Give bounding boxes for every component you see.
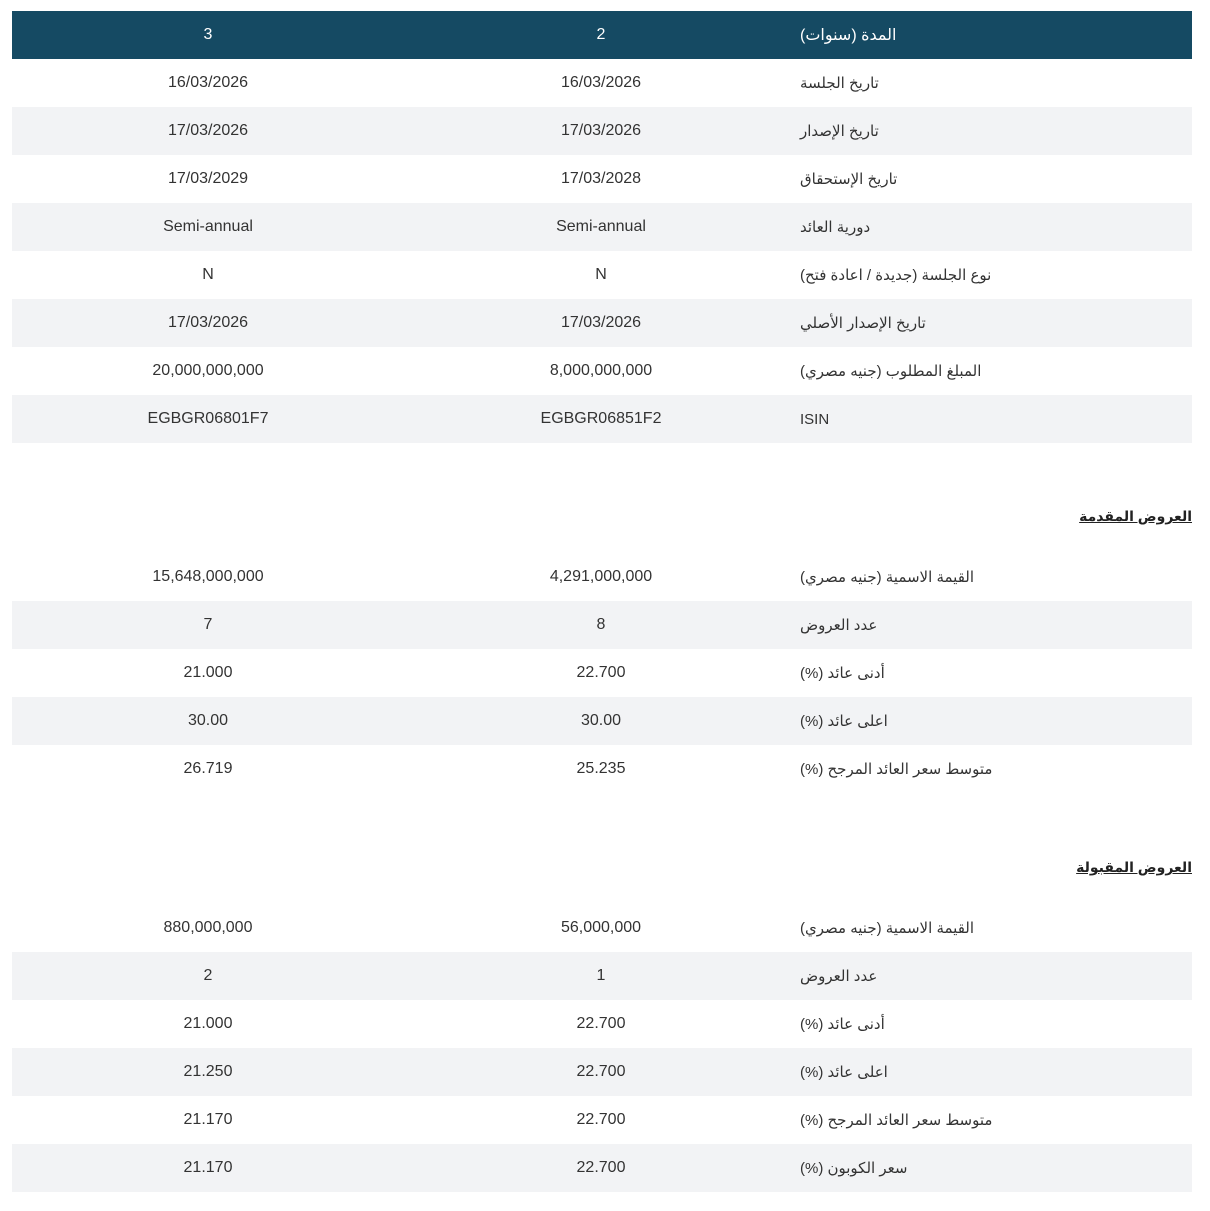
table-row	[12, 553, 1192, 601]
cell-value-2: 8,000,000,000	[549, 362, 653, 379]
row-label: دورية العائد	[800, 219, 871, 236]
cell-value-3: 17/03/2026	[167, 314, 249, 331]
cell-value-3: EGBGR06801F7	[147, 410, 269, 427]
accepted-bids-title[interactable]: العروض المقبولة	[1076, 859, 1192, 875]
cell-value-3: 7	[203, 616, 213, 633]
row-label: اعلى عائد (%)	[800, 713, 888, 730]
table-row	[12, 203, 1192, 251]
cell-value-3: 21.170	[183, 1111, 233, 1128]
cell-value-3: 21.000	[183, 1015, 233, 1032]
cell-value-2: 17/03/2026	[560, 314, 642, 331]
table-row	[12, 1096, 1192, 1144]
table-row	[12, 1000, 1192, 1048]
cell-value-2: 25.235	[576, 760, 626, 777]
cell-value-2: 4,291,000,000	[549, 568, 653, 585]
cell-value-3: 30.00	[187, 712, 229, 729]
row-label: القيمة الاسمية (جنيه مصري)	[800, 569, 975, 586]
table-row	[12, 395, 1192, 443]
table-row	[12, 649, 1192, 697]
row-label: القيمة الاسمية (جنيه مصري)	[800, 920, 975, 937]
cell-value-3: 17/03/2029	[167, 170, 249, 187]
table-row	[12, 601, 1192, 649]
row-label: ISIN	[800, 410, 830, 428]
bond-details-table	[12, 11, 1192, 443]
row-label: أدنى عائد (%)	[800, 665, 885, 682]
row-label: سعر الكوبون (%)	[800, 1160, 908, 1177]
row-label: اعلى عائد (%)	[800, 1064, 888, 1081]
cell-value-2: N	[595, 266, 607, 283]
cell-value-3: 16/03/2026	[167, 74, 249, 91]
cell-value-2: 8	[596, 616, 606, 633]
row-label: عدد العروض	[800, 617, 878, 634]
cell-value-3: 21.250	[183, 1063, 233, 1080]
cell-value-3: 880,000,000	[163, 919, 253, 936]
offered-bids-table	[12, 553, 1192, 793]
table-row	[12, 697, 1192, 745]
cell-value-2: 30.00	[580, 712, 622, 729]
header-label: المدة (سنوات)	[800, 27, 897, 44]
table-row	[12, 745, 1192, 793]
table-row	[12, 155, 1192, 203]
table-header-row	[12, 11, 1192, 59]
row-label: متوسط سعر العائد المرجح (%)	[800, 1112, 993, 1129]
table-row	[12, 299, 1192, 347]
row-label: تاريخ الإصدار	[800, 123, 879, 140]
table-row	[12, 904, 1192, 952]
cell-value-2: 22.700	[576, 1015, 626, 1032]
row-label: متوسط سعر العائد المرجح (%)	[800, 761, 993, 778]
cell-value-2: 22.700	[576, 1063, 626, 1080]
cell-value-3: 20,000,000,000	[152, 362, 264, 379]
table-row	[12, 107, 1192, 155]
row-label: عدد العروض	[800, 968, 878, 985]
cell-value-3: 15,648,000,000	[152, 568, 264, 585]
row-label: أدنى عائد (%)	[800, 1016, 885, 1033]
cell-value-3: N	[202, 266, 214, 283]
table-row	[12, 59, 1192, 107]
cell-value-2: 1	[596, 967, 606, 984]
cell-value-3: 26.719	[183, 760, 233, 777]
row-label: تاريخ الجلسة	[800, 75, 879, 92]
table-row	[12, 952, 1192, 1000]
header-col-3: 3	[203, 26, 213, 43]
cell-value-3: 21.000	[183, 664, 233, 681]
row-label: المبلغ المطلوب (جنيه مصري)	[800, 363, 982, 380]
offered-bids-title[interactable]: العروض المقدمة	[1079, 508, 1192, 524]
table-row	[12, 1144, 1192, 1192]
accepted-bids-table	[12, 904, 1192, 1192]
row-label: تاريخ الإصدار الأصلي	[800, 315, 926, 332]
cell-value-2: 17/03/2026	[560, 122, 642, 139]
cell-value-2: 16/03/2026	[560, 74, 642, 91]
row-label: نوع الجلسة (جديدة / اعادة فتح)	[800, 267, 992, 284]
table-row	[12, 1048, 1192, 1096]
cell-value-2: 17/03/2028	[560, 170, 642, 187]
cell-value-2: Semi-annual	[556, 218, 646, 235]
cell-value-3: Semi-annual	[163, 218, 253, 235]
row-label: تاريخ الإستحقاق	[800, 171, 898, 188]
table-row	[12, 251, 1192, 299]
cell-value-3: 2	[203, 967, 213, 984]
cell-value-3: 17/03/2026	[167, 122, 249, 139]
table-row	[12, 347, 1192, 395]
cell-value-2: 22.700	[576, 1159, 626, 1176]
cell-value-2: 56,000,000	[560, 919, 642, 936]
cell-value-2: 22.700	[576, 1111, 626, 1128]
header-col-2: 2	[596, 26, 606, 43]
cell-value-2: 22.700	[576, 664, 626, 681]
cell-value-3: 21.170	[183, 1159, 233, 1176]
cell-value-2: EGBGR06851F2	[540, 410, 662, 427]
